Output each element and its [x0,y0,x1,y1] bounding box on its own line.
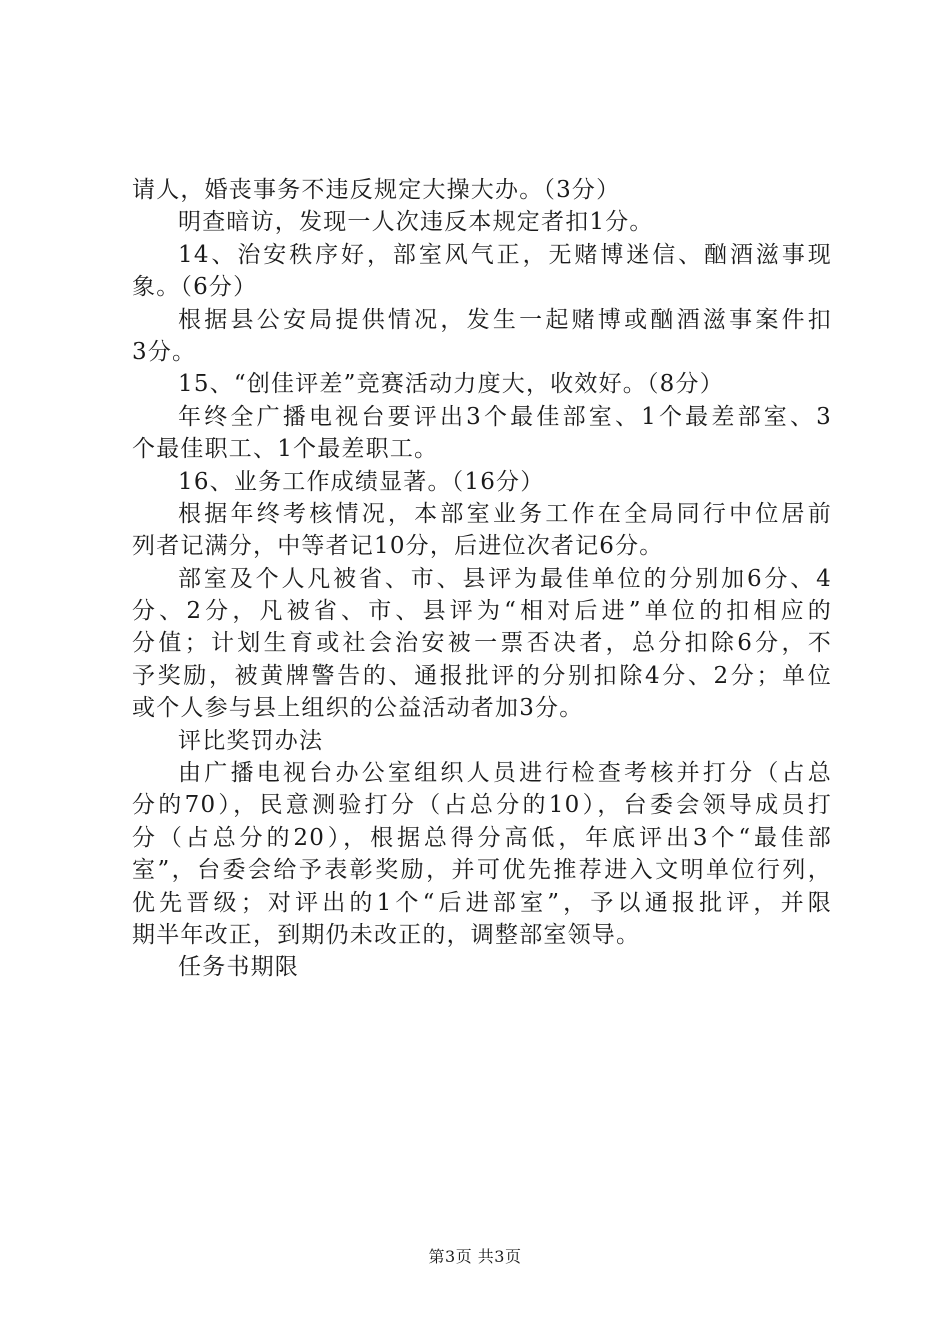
text-line: 分值；计划生育或社会治安被一票否决者，总分扣除6分，不 [132,630,832,657]
text-line: 15、“创佳评差”竞赛活动力度大，收效好。（8分） [178,371,724,398]
text-line: 或个人参与县上组织的公益活动者加3分。 [132,695,584,722]
text-line: 请人，婚丧事务不违反规定大操大办。（3分） [132,177,621,203]
text-line: 室”，台委会给予表彰奖励，并可优先推荐进入文明单位行列， [132,857,832,884]
text-line: 根据县公安局提供情况，发生一起赌博或酗酒滋事案件扣 [178,306,832,333]
text-line: 部室及个人凡被省、市、县评为最佳单位的分别加6分、4 [178,565,832,592]
text-line: 分（占总分的20），根据总得分高低，年底评出3个“最佳部 [132,824,832,851]
text-line: 期半年改正，到期仍未改正的，调整部室领导。 [132,921,641,948]
text-line: 个最佳职工、1个最差职工。 [132,436,439,463]
text-line: 予奖励，被黄牌警告的、通报批评的分别扣除4分、2分；单位 [132,662,832,689]
text-line: 优先晋级；对评出的1个“后进部室”，予以通报批评，并限 [132,889,832,916]
text-line: 分的70），民意测验打分（占总分的10），台委会领导成员打 [132,792,832,819]
text-line: 评比奖罚办法 [178,727,324,754]
text-line: 根据年终考核情况，本部室业务工作在全局同行中位居前 [178,500,832,527]
text-line: 由广播电视台办公室组织人员进行检查考核并打分（占总 [178,760,832,787]
text-line: 明查暗访，发现一人次违反本规定者扣1分。 [178,209,654,236]
text-line: 3分。 [132,338,197,365]
text-line: 16、业务工作成绩显著。（16分） [178,468,545,495]
text-line: 任务书期限 [178,954,299,981]
page-footer: 第3页 共3页 [428,1247,522,1266]
text-line: 分、2分，凡被省、市、县评为“相对后进”单位的扣相应的 [132,598,832,625]
document-body [132,174,832,984]
text-line: 象。（6分） [132,274,258,301]
text-line: 列者记满分，中等者记10分，后进位次者记6分。 [132,533,664,560]
text-line: 年终全广播电视台要评出3个最佳部室、1个最差部室、3 [178,403,832,430]
text-line: 14、治安秩序好，部室风气正，无赌博迷信、酗酒滋事现 [178,241,832,268]
